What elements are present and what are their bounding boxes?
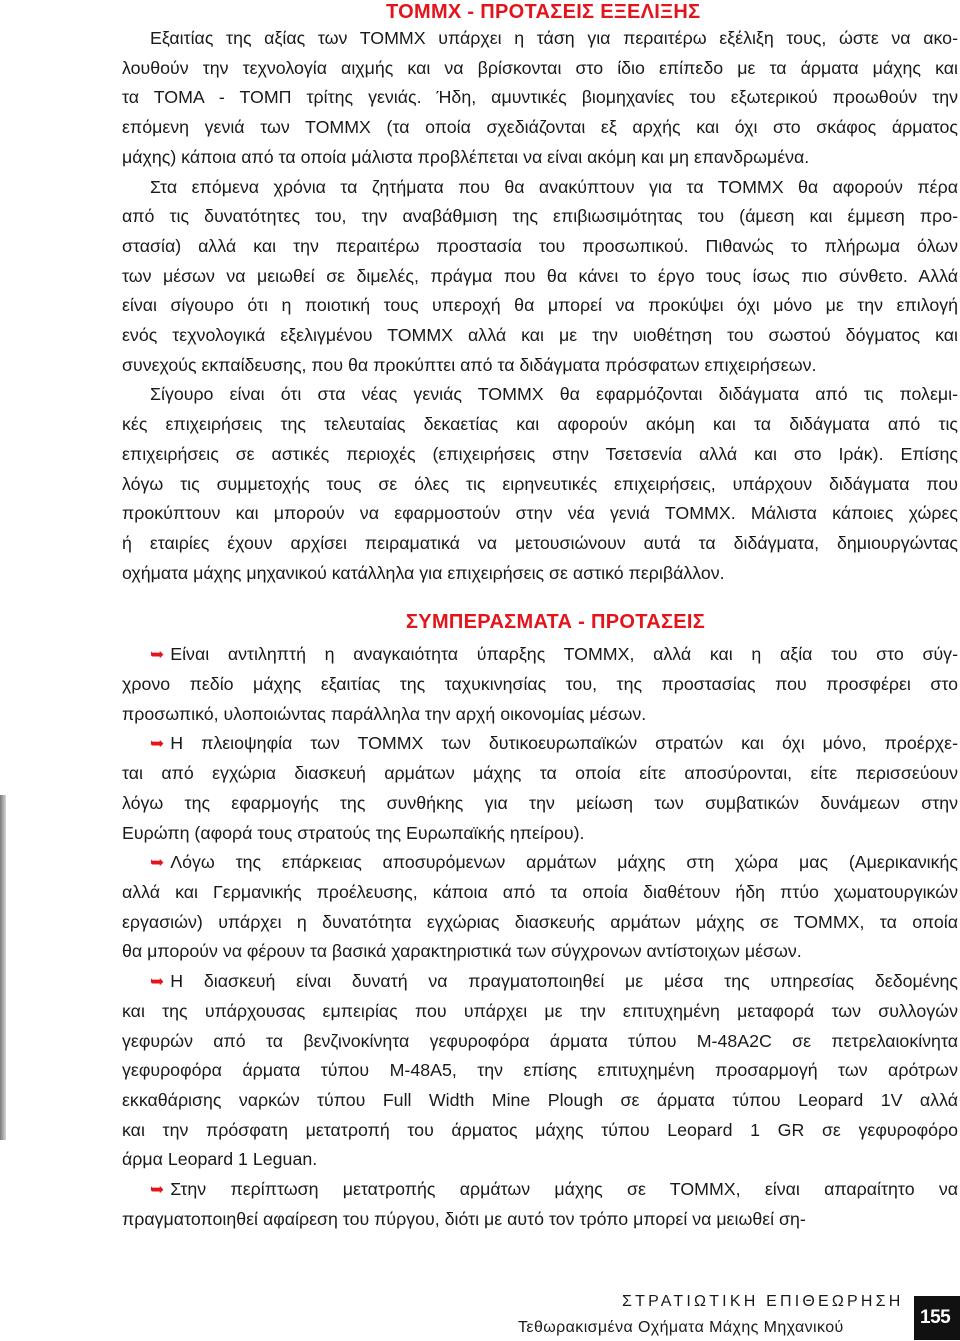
paragraph	[122, 729, 958, 848]
text-line: τα ΤΟΜΑ - ΤΟΜΠ τρίτης γενιάς. Ήδη, αμυντικές βιομηχανίες του εξωτερικού προωθούν την	[122, 87, 958, 108]
text-line: Εξαιτίας της αξίας των ΤΟΜΜΧ υπάρχει η τάση για περαιτέρω εξέλιξη τους, ώστε να ακο-	[150, 28, 958, 48]
text-line: και την πρόσφατη μετατροπή του άρματος μάχης τύπου Leopard 1 GR σε γεφυροφόρο	[122, 1119, 958, 1140]
arrow-bullet-icon: ➥	[150, 1180, 165, 1200]
text-line: οχήματα μάχης μηχανικού κατάλληλα για επιχειρήσεις σε αστικό περιβάλλον.	[122, 562, 725, 583]
conclusions-bullet-list	[122, 640, 958, 1234]
text-line: θα μπορούν να φέρουν τα βασικά χαρακτηριστικά των σύγχρονων αντίστοιχων μέσων.	[122, 941, 802, 962]
arrow-bullet-icon: ➥	[150, 645, 165, 665]
paragraph	[122, 24, 958, 173]
text-line-content: Είναι αντιληπτή η αναγκαιότητα ύπαρξης ΤΟΜΜΧ, αλλά και η αξία του στο σύγ-	[170, 644, 958, 665]
text-line	[122, 848, 958, 878]
text-line-content: Η διασκευή είναι δυνατή να πραγματοποιηθεί με μέσα της υπηρεσίας δεδομένης	[170, 971, 958, 992]
text-line: εργασιών) υπάρχει η δυνατότητα εγχώριας διασκευής αρμάτων μάχης σε ΤΟΜΜΧ, τα οποία	[122, 911, 958, 932]
paragraph	[122, 848, 958, 967]
paragraph	[122, 1175, 958, 1234]
text-line: λόγω της εφαρμογής της συνθήκης για την μείωση των συμβατικών δυνάμεων στην	[122, 792, 958, 813]
text-line: ται από εγχώρια διασκευή αρμάτων μάχης τα οποία είτε αποσύρονται, είτε περισσεύουν	[122, 763, 958, 784]
text-line: λουθούν την τεχνολογία αιχμής και να βρίσκονται στο ίδιο επίπεδο με τα άρματα μάχης και	[122, 57, 958, 78]
text-line: λόγω τις συμμετοχής τους σε όλες τις ειρηνευτικές επιχειρήσεις, υπάρχουν διδάγματα που	[122, 473, 958, 494]
text-line: ή εταιρίες έχουν αρχίσει πειραματικά να μετουσιώνουν αυτά τα διδάγματα, δημιουργώντας	[122, 532, 958, 553]
text-line-content: Λόγω της επάρκειας αποσυρόμενων αρμάτων μάχης στη χώρα μας (Αμερικανικής	[170, 852, 958, 873]
section-heading-developments: ΤΟΜΜΧ - ΠΡΟΤΑΣΕΙΣ ΕΞΕΛΙΞΗΣ	[386, 1, 701, 23]
text-line: γεφυρών από τα βενζινοκίνητα γεφυροφόρα άρματα τύπου Μ-48Α2C σε πετρελαιοκίνητα	[122, 1030, 958, 1051]
text-line	[122, 967, 958, 997]
text-line: κές επιχειρήσεις της τελευταίας δεκαετίας και αφορούν ακόμη και τα διδάγματα από τις	[122, 414, 958, 435]
paragraph	[122, 967, 958, 1175]
text-line	[122, 1175, 958, 1205]
text-line: στασία) αλλά και την περαιτέρω προστασία του προσωπικού. Πιθανώς το πλήρωμα όλων	[122, 235, 958, 256]
text-line: αλλά και Γερμανικής προέλευσης, κάποια από τα οποία διαθέτουν ήδη πτύο χωματουργικών	[122, 881, 958, 902]
text-line: επιχειρήσεις σε αστικές περιοχές (επιχειρήσεις στην Τσετσενία αλλά και στο Ιράκ). Επίσης	[122, 443, 958, 464]
footer-article-title: Τεθωρακισμένα Οχήματα Μάχης Μηχανικού	[518, 1319, 844, 1336]
arrow-bullet-icon: ➥	[150, 972, 165, 992]
section-paragraphs-developments	[122, 24, 958, 588]
text-line: Σίγουρο είναι ότι στα νέας γενιάς ΤΟΜΜΧ θα εφαρμόζονται διδάγματα από τις πολεμι-	[150, 384, 958, 405]
text-line: συνεχούς εκπαίδευσης, που θα προκύπτει από τα διδάγματα πρόσφατων επιχειρήσεων.	[122, 354, 817, 375]
text-line-content: Η πλειοψηφία των ΤΟΜΜΧ των δυτικοευρωπαϊκών στρατών και όχι μόνο, προέρχε-	[170, 733, 958, 754]
page-number: 155	[920, 1307, 951, 1328]
page-edge-shadow	[0, 795, 6, 1140]
paragraph	[122, 380, 958, 588]
text-line: προσωπικό, υλοποιώντας παράλληλα την αρχή οικονομίας μέσων.	[122, 703, 647, 724]
text-line: χρονο πεδίο μάχης εξαιτίας της ταχυκινησίας του, της προστασίας που προσφέρει στο	[122, 674, 958, 695]
text-line	[122, 729, 958, 759]
text-line	[122, 640, 958, 670]
paragraph	[122, 640, 958, 729]
section-heading-conclusions: ΣΥΜΠΕΡΑΣΜΑΤΑ - ΠΡΟΤΑΣΕΙΣ	[406, 611, 706, 634]
text-line: γεφυροφόρα άρματα τύπου Μ-48Α5, την επίσης επιτυχημένη προσαρμογή των αρότρων	[122, 1060, 958, 1081]
article-body	[122, 0, 958, 1234]
text-line-content: Στην περίπτωση μετατροπής αρμάτων μάχης σε ΤΟΜΜΧ, είναι απαραίτητο να	[170, 1179, 958, 1200]
text-line: και της υπάρχουσας εμπειρίας που υπάρχει με την επιτυχημένη μεταφορά των συλλογών	[122, 1000, 958, 1021]
text-line: πραγματοποιηθεί αφαίρεση του πύργου, διότι με αυτό τον τρόπο μπορεί να μειωθεί ση-	[122, 1208, 806, 1229]
paragraph	[122, 173, 958, 381]
text-line: επόμενη γενιά των ΤΟΜΜΧ (τα οποία σχεδιάζονται εξ αρχής και όχι στο σκάφος άρματος	[122, 117, 958, 138]
page-number-box	[914, 1296, 960, 1340]
text-line: εκκαθάρισης ναρκών τύπου Full Width Mine Plough σε άρματα τύπου Leopard 1V αλλά	[122, 1089, 958, 1110]
text-line: προκύπτουν και μπορούν να εφαρμοστούν στην νέα γενιά ΤΟΜΜΧ. Μάλιστα κάποιες χώρες	[122, 503, 958, 524]
text-line: μάχης) κάποια από τα οποία μάλιστα προβλέπεται να είναι ακόμη και μη επανδρωμένα.	[122, 146, 810, 167]
text-line: είναι σίγουρο ότι η ποιοτική τους υπεροχή θα μπορεί να προκύψει όχι μόνο με την επιλογή	[122, 295, 958, 316]
text-line: από τις δυνατότητες του, την αναβάθμιση της επιβιωσιμότητας του (άμεση και έμμεση προ-	[122, 206, 958, 227]
text-line: Ευρώπη (αφορά τους στρατούς της Ευρωπαϊκής ηπείρου).	[122, 822, 585, 843]
text-line: Στα επόμενα χρόνια τα ζητήματα που θα ανακύπτουν για τα ΤΟΜΜΧ θα αφορούν πέρα	[150, 176, 958, 197]
text-line: άρμα Leopard 1 Leguan.	[122, 1149, 318, 1170]
text-line: ενός τεχνολογικά εξελιγμένου ΤΟΜΜΧ αλλά και με την υιοθέτηση του σωστού δόγματος και	[122, 325, 958, 346]
arrow-bullet-icon: ➥	[150, 853, 165, 873]
arrow-bullet-icon: ➥	[150, 734, 165, 754]
footer-magazine-title: ΣΤΡΑΤΙΩΤΙΚΗ ΕΠΙΘΕΩΡΗΣΗ	[622, 1293, 904, 1310]
text-line: των μέσων να μειωθεί σε διμελές, πράγμα που θα κάνει το έργο τους ίσως πιο σύνθετο. Αλλά	[122, 265, 958, 286]
